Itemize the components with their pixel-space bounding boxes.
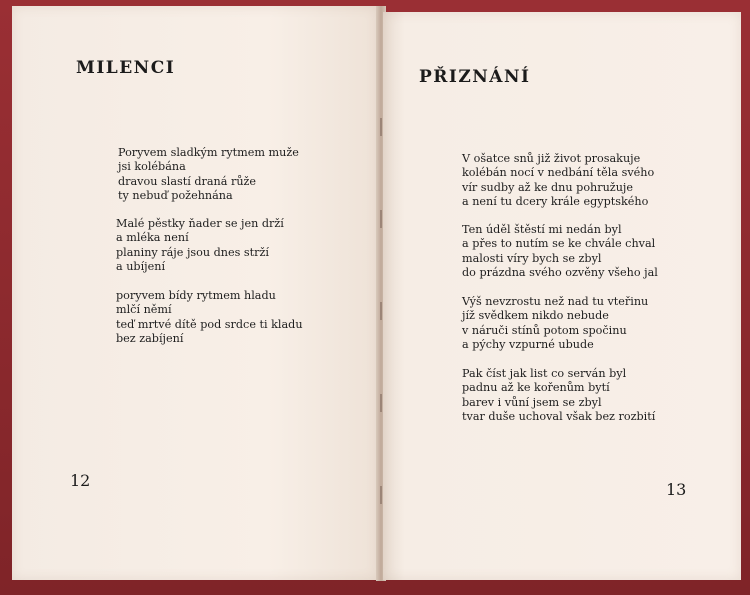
poem-line: Pak číst jak list co serván byl — [462, 367, 627, 380]
poem-line: tvar duše uchoval však bez rozbití — [462, 409, 656, 423]
binding-stitch — [380, 118, 382, 136]
page-number: 13 — [666, 480, 687, 499]
poem-line: v náruči stínů potom spočinu — [462, 323, 627, 337]
stanza — [462, 295, 648, 352]
poem-line: barev i vůní jsem se zbyl — [462, 395, 602, 409]
right-page — [383, 12, 741, 580]
poem-line: vír sudby až ke dnu pohružuje — [462, 180, 633, 194]
poem-line: Výš nevzrostu než nad tu vteřinu — [462, 295, 649, 308]
poem-line: a není tu dcery krále egyptského — [462, 194, 649, 208]
stanza — [462, 223, 658, 280]
poem-title: PŘIZNÁNÍ — [419, 67, 531, 87]
poem-line: jíž svědkem nikdo nebude — [462, 309, 609, 323]
poem-line: bez zabíjení — [116, 331, 184, 345]
poem-line: do prázdna svého ozvěny všeho jal — [462, 265, 658, 279]
poem-line: Malé pěstky ňader se jen drží — [116, 217, 284, 230]
poem-line: teď mrtvé dítě pod srdce ti kladu — [116, 317, 303, 331]
poem-line: Ten úděl štěstí mi nedán byl — [462, 223, 622, 236]
stanza — [462, 152, 654, 209]
binding-stitch — [380, 210, 382, 228]
poem-line: a přes to nutím se ke chvále chval — [462, 237, 656, 251]
poem-line: dravou slastí draná růže — [118, 174, 257, 188]
poem-line: ty nebuď požehnána — [118, 188, 233, 202]
poem-title: MILENCI — [76, 58, 176, 78]
stanza — [118, 146, 299, 203]
poem-line: a mléka není — [116, 231, 189, 245]
poem-line: a ubíjení — [116, 259, 166, 273]
binding-stitch — [380, 302, 382, 320]
page-number: 12 — [70, 471, 91, 490]
poem-line: malosti víry bych se zbyl — [462, 251, 602, 265]
stanza — [462, 367, 655, 424]
binding-stitch — [380, 486, 382, 504]
poem-line: jsi kolébána — [118, 160, 186, 174]
poem-line: mlčí němí — [116, 303, 172, 317]
stanza — [116, 217, 284, 274]
left-page — [12, 6, 378, 580]
poem-line: poryvem bídy rytmem hladu — [116, 289, 276, 302]
poem-line: a pýchy vzpurné ubude — [462, 337, 594, 351]
poem-line: Poryvem sladkým rytmem muže — [118, 146, 299, 159]
stanza — [116, 289, 303, 346]
poem-line: kolébán nocí v nedbání těla svého — [462, 166, 655, 180]
binding-stitch — [380, 394, 382, 412]
poem-line: padnu až ke kořenům bytí — [462, 381, 610, 395]
poem-line: planiny ráje jsou dnes strží — [116, 245, 269, 259]
poem-line: V ošatce snů již život prosakuje — [462, 152, 641, 165]
